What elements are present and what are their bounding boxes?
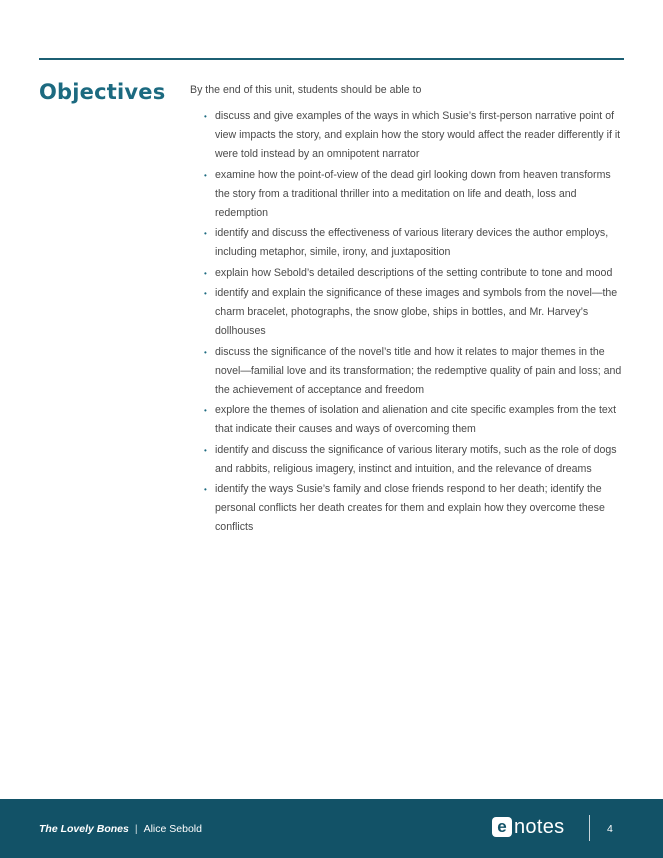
list-item xyxy=(190,480,626,537)
list-item-text: explain how Sebold’s detailed descriptions of the setting contribute to tone and mood xyxy=(215,266,613,279)
list-item xyxy=(190,343,626,400)
footer-citation xyxy=(39,823,202,835)
section-heading: Objectives xyxy=(39,80,166,104)
list-item-text: discuss and give examples of the ways in which Susie’s first-person narrative point of view impacts the story, and explain how the story would affect the reader differently if it were told instead by an omnipotent narrator xyxy=(215,110,621,160)
bullet-icon: • xyxy=(204,112,207,121)
enotes-e-icon: e xyxy=(492,817,512,837)
objectives-list xyxy=(190,107,626,537)
footer-divider xyxy=(589,815,590,841)
list-item-text: identify and explain the significance of these images and symbols from the novel—the charm bracelet, photographs, the snow globe, ships in bottles, and Mr. Harvey’s dollhouses xyxy=(215,287,618,337)
list-item xyxy=(190,264,626,283)
book-title: The Lovely Bones xyxy=(39,823,129,835)
bullet-icon: • xyxy=(204,347,207,357)
list-item-text: discuss the significance of the novel’s title and how it relates to major themes in the novel—familial love and its transformation; the redemptive quality of pain and loss; and the achievement of acceptance and freedom xyxy=(215,345,622,396)
list-item-text: explore the themes of isolation and alienation and cite specific examples from the text that indicate their causes and ways of overcoming them xyxy=(215,404,617,435)
footer-separator: | xyxy=(134,823,138,835)
enotes-logo[interactable] xyxy=(492,816,564,838)
list-item-text: examine how the point-of-view of the dead girl looking down from heaven transforms the story from a traditional thriller into a meditation on life and death, loss and redemption xyxy=(215,168,611,219)
bullet-icon: • xyxy=(204,485,207,494)
bullet-icon: • xyxy=(204,268,207,278)
logo-text: notes xyxy=(514,816,565,838)
list-item xyxy=(190,224,626,262)
author-name: Alice Sebold xyxy=(143,823,202,835)
list-item-text: identify and discuss the significance of various literary motifs, such as the role of dogs and rabbits, religious imagery, instinct and intuition, and the relevance of dreams xyxy=(215,443,617,475)
list-item xyxy=(190,401,626,439)
page-footer xyxy=(0,799,663,858)
page-number: 4 xyxy=(607,823,613,835)
list-item xyxy=(190,107,626,164)
list-item xyxy=(190,166,626,223)
top-divider xyxy=(39,58,624,60)
bullet-icon: • xyxy=(204,170,207,180)
list-item-text: identify the ways Susie’s family and close friends respond to her death; identify the personal conflicts her death creates for them and explain how they overcome these conflicts xyxy=(215,483,605,533)
list-item xyxy=(190,284,626,341)
list-item-text: identify and discuss the effectiveness of various literary devices the author employs, including metaphor, simile, irony, and juxtaposition xyxy=(215,227,609,258)
objectives-content xyxy=(190,80,626,539)
intro-text: By the end of this unit, students should be able to xyxy=(190,84,422,96)
bullet-icon: • xyxy=(204,445,207,455)
list-item xyxy=(190,441,626,479)
bullet-icon: • xyxy=(204,406,207,415)
bullet-icon: • xyxy=(204,229,207,238)
bullet-icon: • xyxy=(204,289,207,298)
